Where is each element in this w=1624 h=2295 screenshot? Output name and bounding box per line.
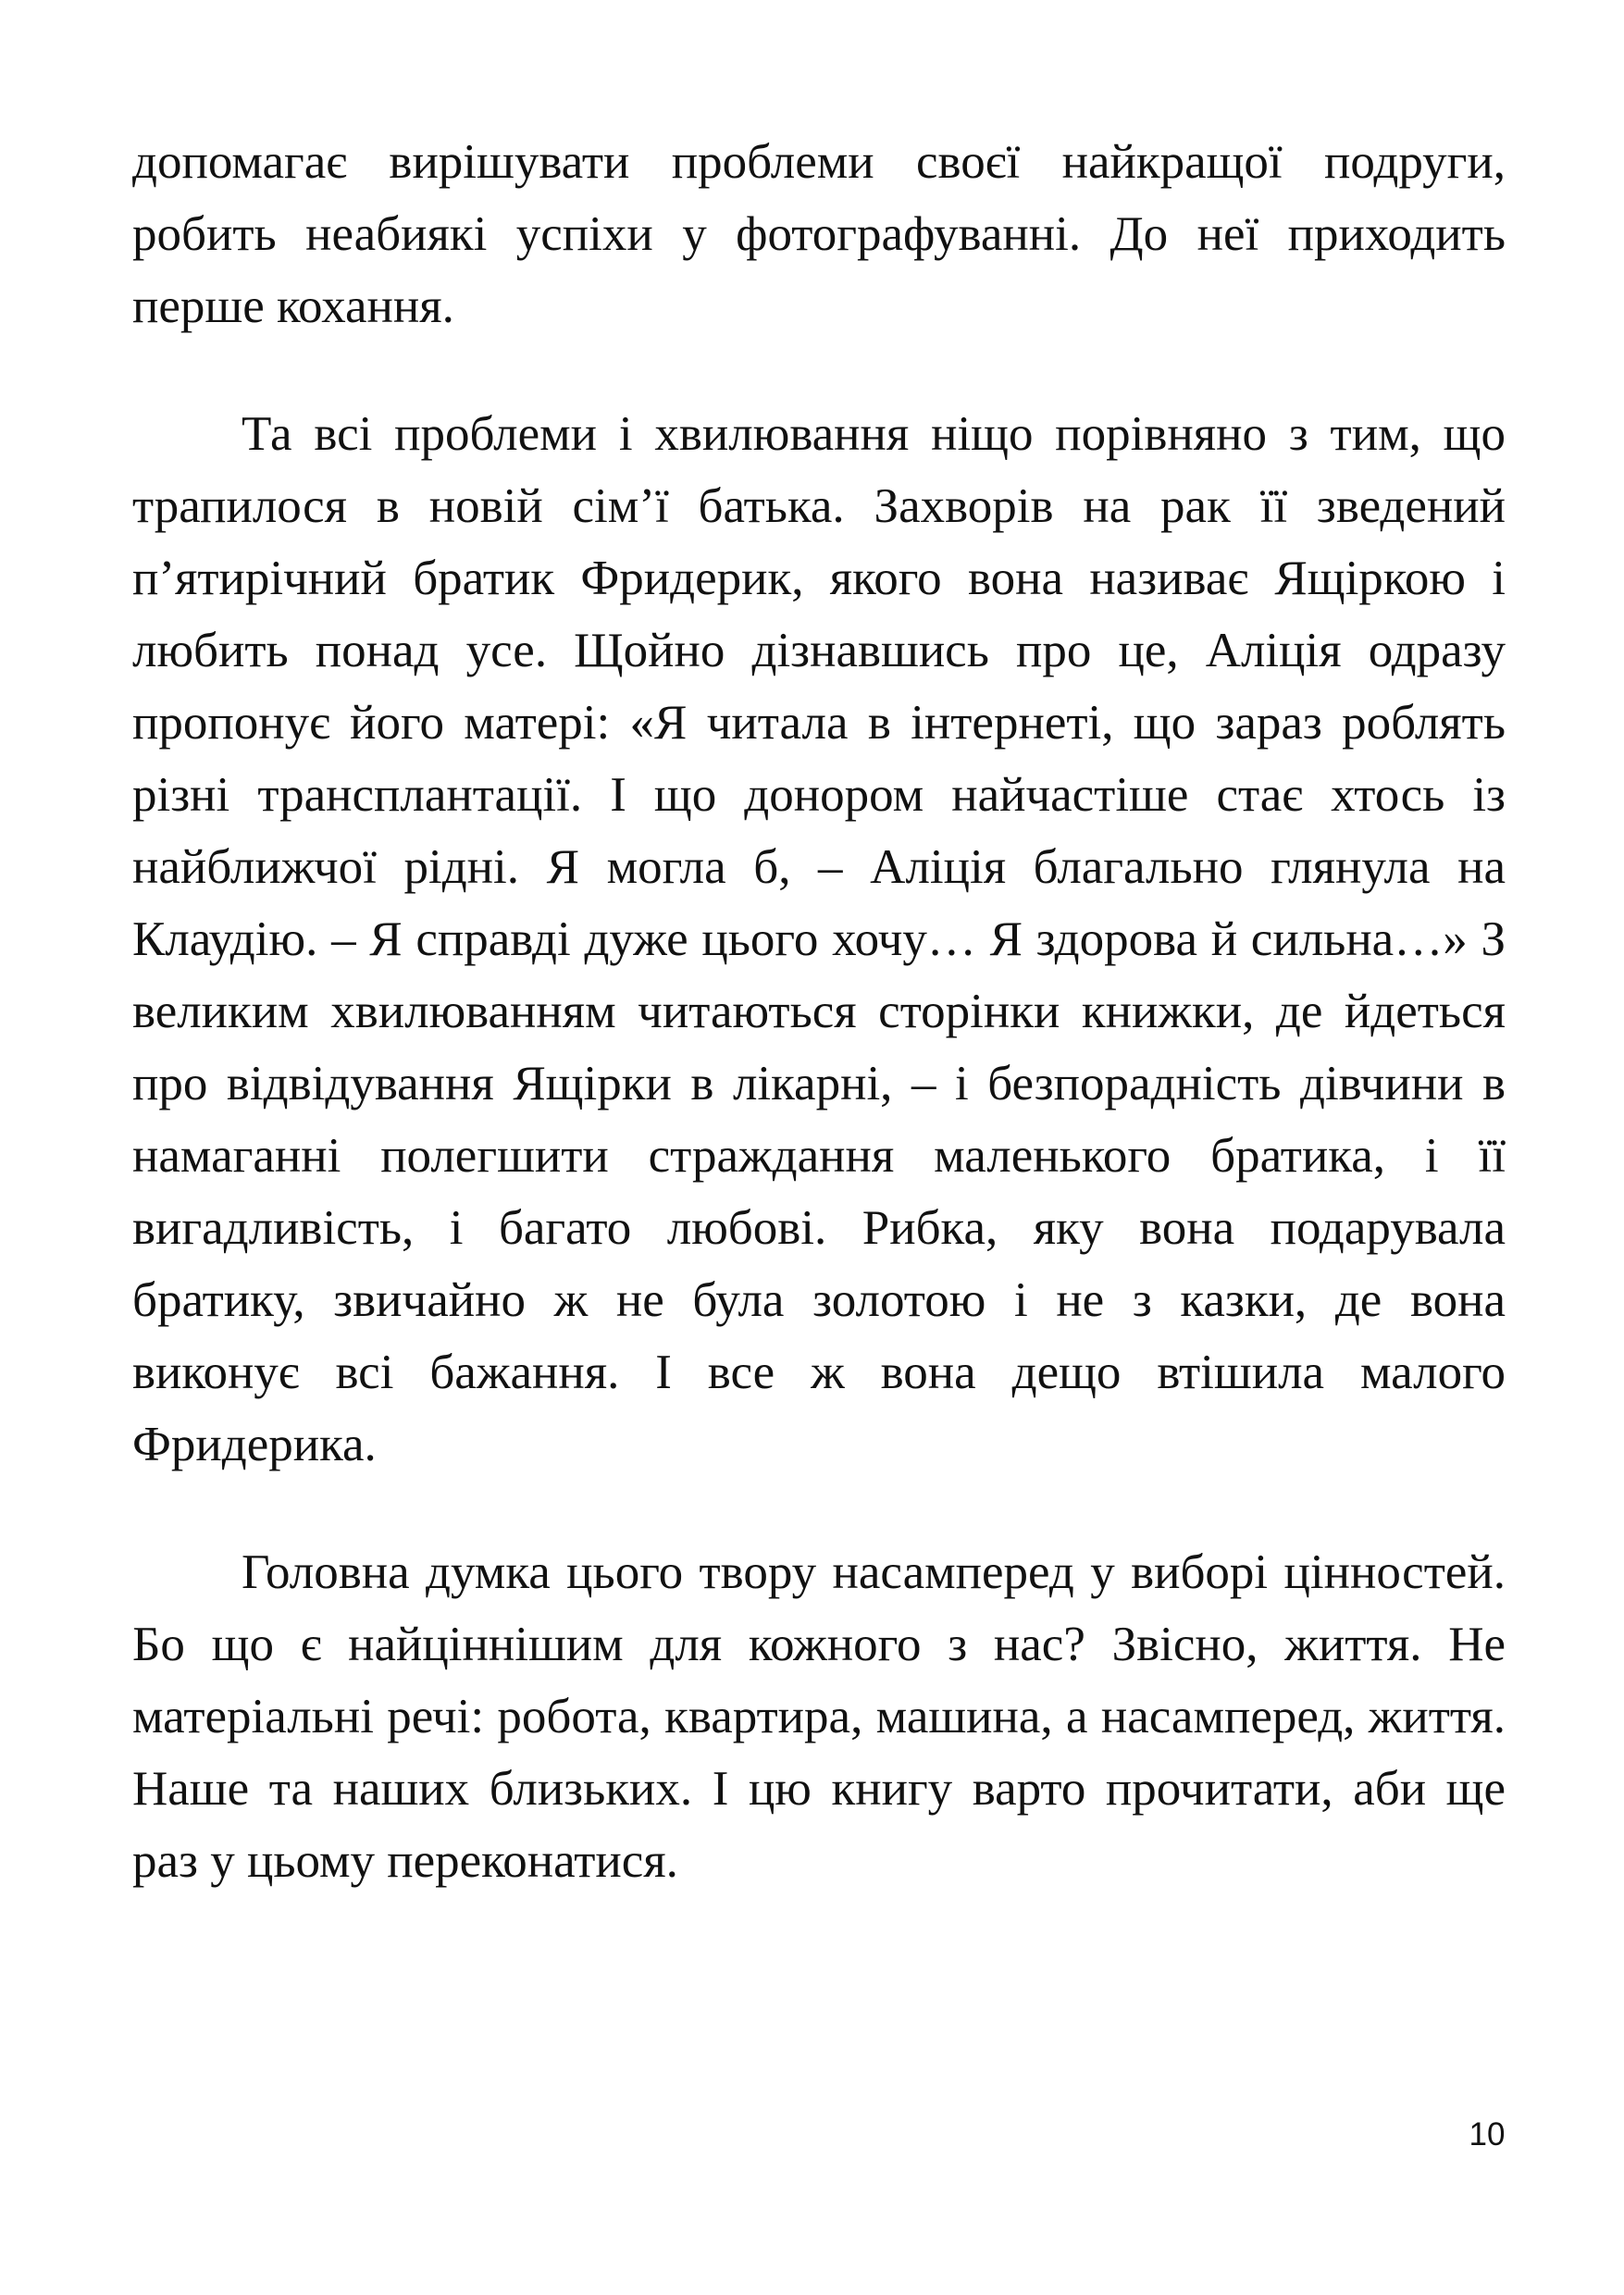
paragraph-illness-story: Та всі проблеми і хвилювання ніщо порівняно з тим, що трапилося в новій сім’ї батька. Захворів на рак її зведений п’ятирічний братик Фридерик, якого вона називає Ящіркою і любить понад усе. Щойно дізнавшись про це, Аліція одразу пропонує його матері: «Я читала в інтернеті, що зараз роблять різні трансплантації. І що донором найчастіше стає хтось із найближчої рідні. Я могла б, – Аліція благально глянула на Клаудію. – Я справді дуже цього хочу… Я здорова й сильна…» З великим хвилюванням читаються сторінки книжки, де йдеться про відвідування Ящірки в лікарні, – і безпорадність дівчини в намаганні полегшити страждання маленького братика, і її вигадливість, і багато любові. Рибка, яку вона подарувала братику, звичайно ж не була золотою і не з казки, де вона виконує всі бажання. І все ж вона дещо втішила малого Фридерика. [132,407,1506,1471]
paragraph-main-idea: Головна думка цього твору насамперед у виборі цінностей. Бо що є найціннішим для кожного з нас? Звісно, життя. Не матеріальні речі: робота, квартира, машина, а насамперед, життя. Наше та наших близьких. І цю книгу варто прочитати, аби ще раз у цьому переконатися. [132,1545,1506,1888]
paragraph-continuation: допомагає вирішувати проблеми своєї найкращої подруги, робить неабиякі успіхи у фотографуванні. До неї приходить перше кохання. [132,135,1506,333]
body-text [132,126,1506,1897]
page-number: 10 [1469,2116,1506,2152]
